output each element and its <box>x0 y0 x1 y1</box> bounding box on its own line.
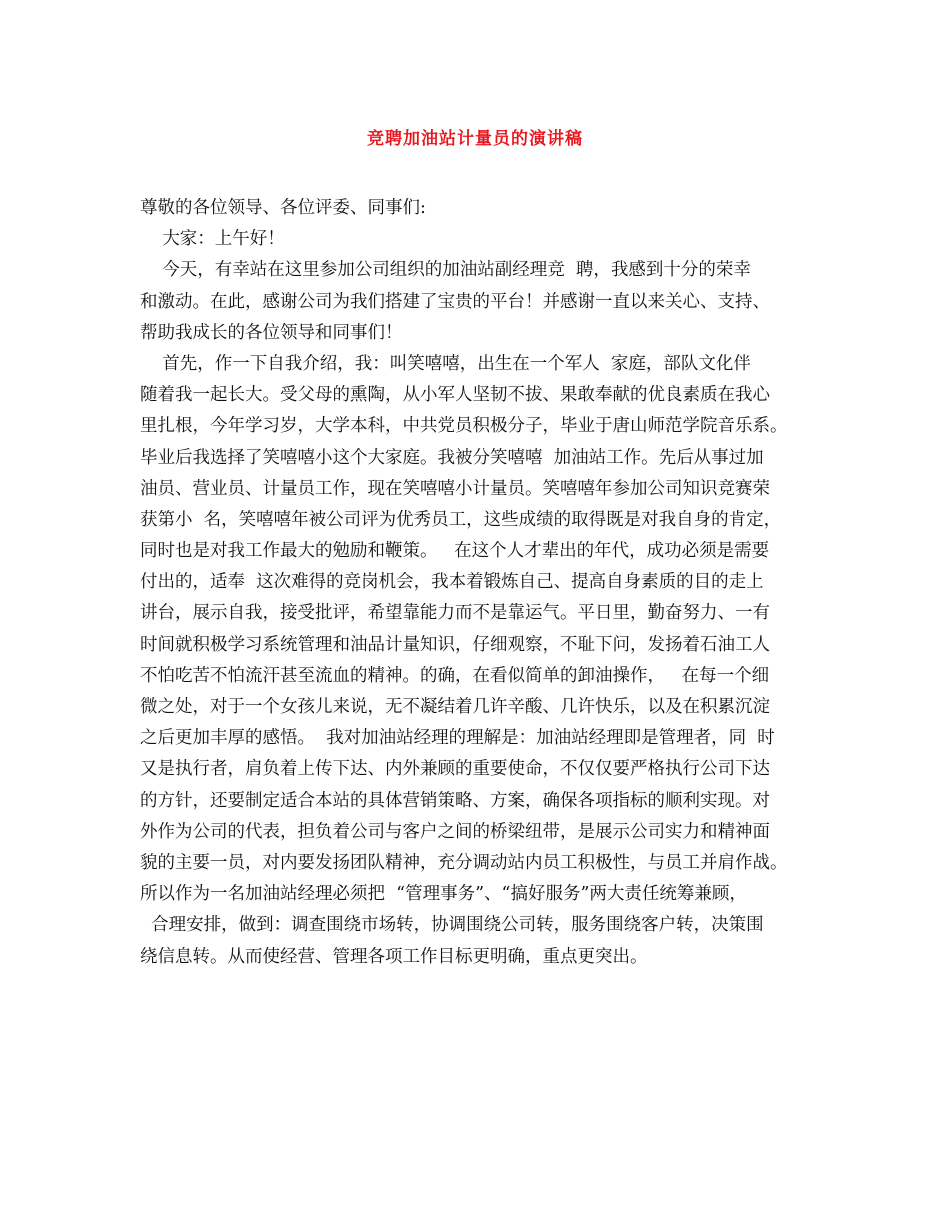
text-line: 的方针，还要制定适合本站的具体营销策略、方案，确保各项指标的顺利实现。对 <box>140 790 770 811</box>
text-line: 所以作为一名加油站经理必须把 “管理事务”、“搞好服务”两大责任统筹兼顾， <box>140 884 747 905</box>
text-line: 获第小 名，笑嘻嘻年被公司评为优秀员工，这些成绩的取得既是对我自身的肯定， <box>140 509 782 530</box>
text-line: 今天，有幸站在这里参加公司组织的加油站副经理竞 聘，我感到十分的荣幸 <box>140 260 751 281</box>
text-line: 貌的主要一员，对内要发扬团队精神，充分调动站内员工积极性，与员工并肩作战。 <box>140 852 788 873</box>
text-line: 微之处，对于一个女孩儿来说，无不凝结着几许辛酸、几许快乐，以及在积累沉淀 <box>140 697 770 717</box>
text-line: 时间就积极学习系统管理和油品计量知识，仔细观察，不耻下问，发扬着石油工人 <box>140 634 770 655</box>
text-line: 付出的，适奉 这次难得的竞岗机会，我本着锻炼自己、提高自身素质的目的走上 <box>140 572 764 593</box>
text-line: 大家：上午好！ <box>140 229 285 250</box>
text-line: 随着我一起长大。受父母的熏陶，从小军人坚韧不拔、果敢奉献的优良素质在我心 <box>140 385 770 406</box>
text-line: 外作为公司的代表，担负着公司与客户之间的桥梁纽带，是展示公司实力和精神面 <box>140 821 770 842</box>
text-line: 帮助我成长的各位领导和同事们！ <box>140 322 403 343</box>
document-title: 竞聘加油站计量员的演讲稿 <box>367 129 583 149</box>
text-line: 尊敬的各位领导、各位评委、同事们: <box>140 198 426 218</box>
text-line: 毕业后我选择了笑嘻嘻小这个大家庭。我被分笑嘻嘻 加油站工作。先后从事过加 <box>140 447 764 468</box>
text-line: 之后更加丰厚的感悟。 我对加油站经理的理解是：加油站经理即是管理者，同 时 <box>140 728 775 749</box>
text-line: 不怕吃苦不怕流汗甚至流血的精神。的确，在看似简单的卸油操作， 在每一个细 <box>140 665 770 686</box>
document-body <box>140 193 812 973</box>
text-line: 合理安排，做到：调查围绕市场转，协调围绕公司转，服务围绕客户转，决策围 <box>140 915 764 936</box>
text-line: 首先，作一下自我介绍，我：叫笑嘻嘻，出生在一个军人 家庭，部队文化伴 <box>140 353 751 374</box>
text-line: 讲台，展示自我，接受批评，希望靠能力而不是靠运气。平日里，勤奋努力、一有 <box>140 603 770 624</box>
text-line: 和激动。在此，感谢公司为我们搭建了宝贵的平台！并感谢一直以来关心、支持、 <box>140 291 770 312</box>
text-line: 里扎根，今年学习岁，大学本科，中共党员积极分子，毕业于唐山师范学院音乐系。 <box>140 416 788 437</box>
text-line: 又是执行者，肩负着上传下达、内外兼顾的重要使命，不仅仅要严格执行公司下达 <box>140 759 770 780</box>
text-line: 绕信息转。从而使经营、管理各项工作目标更明确，重点更突出。 <box>140 946 648 967</box>
text-line: 同时也是对我工作最大的勉励和鞭策。 在这个人才辈出的年代，成功必须是需要 <box>140 541 770 562</box>
text-line: 油员、营业员、计量员工作，现在笑嘻嘻小计量员。笑嘻嘻年参加公司知识竞赛荣 <box>140 478 770 499</box>
